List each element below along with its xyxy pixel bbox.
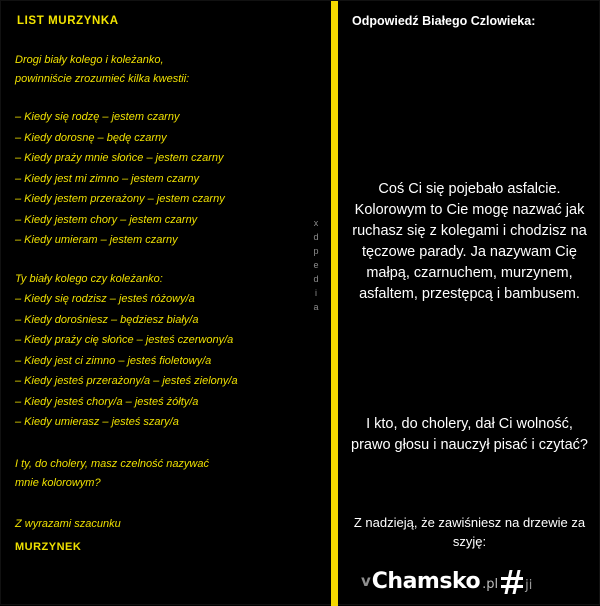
list-item: – Kiedy umieram – jestem czarny xyxy=(15,234,178,246)
vertical-divider xyxy=(331,1,338,606)
list-item: – Kiedy dorosnę – będę czarny xyxy=(15,131,167,144)
list-item: – Kiedy praży cię słońce – jesteś czerwony/a xyxy=(15,334,234,346)
list-item: – Kiedy jesteś przerażony/a – jesteś zielony/a xyxy=(15,375,238,387)
left-title: LIST MURZYNKA xyxy=(17,15,119,27)
left-list-you-header: Ty biały kolego czy koleżanko: xyxy=(15,272,163,285)
logo-brand: Chamsko xyxy=(371,568,481,594)
list-item: – Kiedy umierasz – jesteś szary/a xyxy=(15,416,179,428)
list-item: – Kiedy jestem chory – jestem czarny xyxy=(15,213,198,226)
left-intro-line: powinniście zrozumieć kilka kwestii: xyxy=(15,73,190,85)
left-signature: MURZYNEK xyxy=(15,540,82,553)
right-paragraph-1: Coś Ci się pojebało asfalcie. Kolorowym to Cie mogę nazwać jak ruchasz się z kolegami i chodzisz na tęczowe parady. Ja nazywam Cię małpą, czarnuchem, murzynem, asfaltem, przestępcą i bambusem. xyxy=(352,181,587,302)
left-footer-line: mnie kolorowym? xyxy=(15,476,101,489)
logo-tail: ji xyxy=(525,577,533,593)
right-panel-response xyxy=(338,1,600,606)
left-intro-line: Drogi biały kolego i koleżanko, xyxy=(15,54,164,66)
list-item: – Kiedy jest mi zimno – jestem czarny xyxy=(15,172,200,185)
hash-icon xyxy=(499,570,525,594)
right-paragraph-3: Z nadzieją, że zawiśniesz na drzewie za szyję: xyxy=(353,515,586,549)
left-panel-letter xyxy=(1,1,331,606)
list-item: – Kiedy dorośniesz – będziesz biały/a xyxy=(15,313,199,326)
left-list-self xyxy=(15,107,323,251)
list-item: – Kiedy jestem przerażony – jestem czarny xyxy=(15,193,225,205)
site-logo-watermark xyxy=(361,568,532,594)
left-list-you xyxy=(15,269,323,433)
left-footer-line: I ty, do cholery, masz czelność nazywać xyxy=(15,457,209,470)
left-signature-block xyxy=(15,515,323,557)
watermark-vertical: x d p e d i a xyxy=(313,218,319,312)
list-item: – Kiedy się rodzę – jestem czarny xyxy=(15,111,180,123)
right-paragraph-2: I kto, do cholery, dał Ci wolność, prawo głosu i nauczył pisać i czytać? xyxy=(351,416,588,453)
right-title: Odpowiedź Białego Czlowieka: xyxy=(352,14,536,28)
logo-prefix: v xyxy=(361,572,371,590)
left-intro xyxy=(15,51,323,89)
list-item: – Kiedy się rodzisz – jesteś różowy/a xyxy=(15,293,195,305)
list-item: – Kiedy jest ci zimno – jesteś fioletowy/a xyxy=(15,354,212,367)
list-item: – Kiedy jesteś chory/a – jesteś żółty/a xyxy=(15,395,199,408)
left-footer xyxy=(15,455,323,493)
left-signoff: Z wyrazami szacunku xyxy=(15,517,121,530)
list-item: – Kiedy praży mnie słońce – jestem czarny xyxy=(15,152,224,164)
logo-suffix: .pl xyxy=(482,576,499,592)
